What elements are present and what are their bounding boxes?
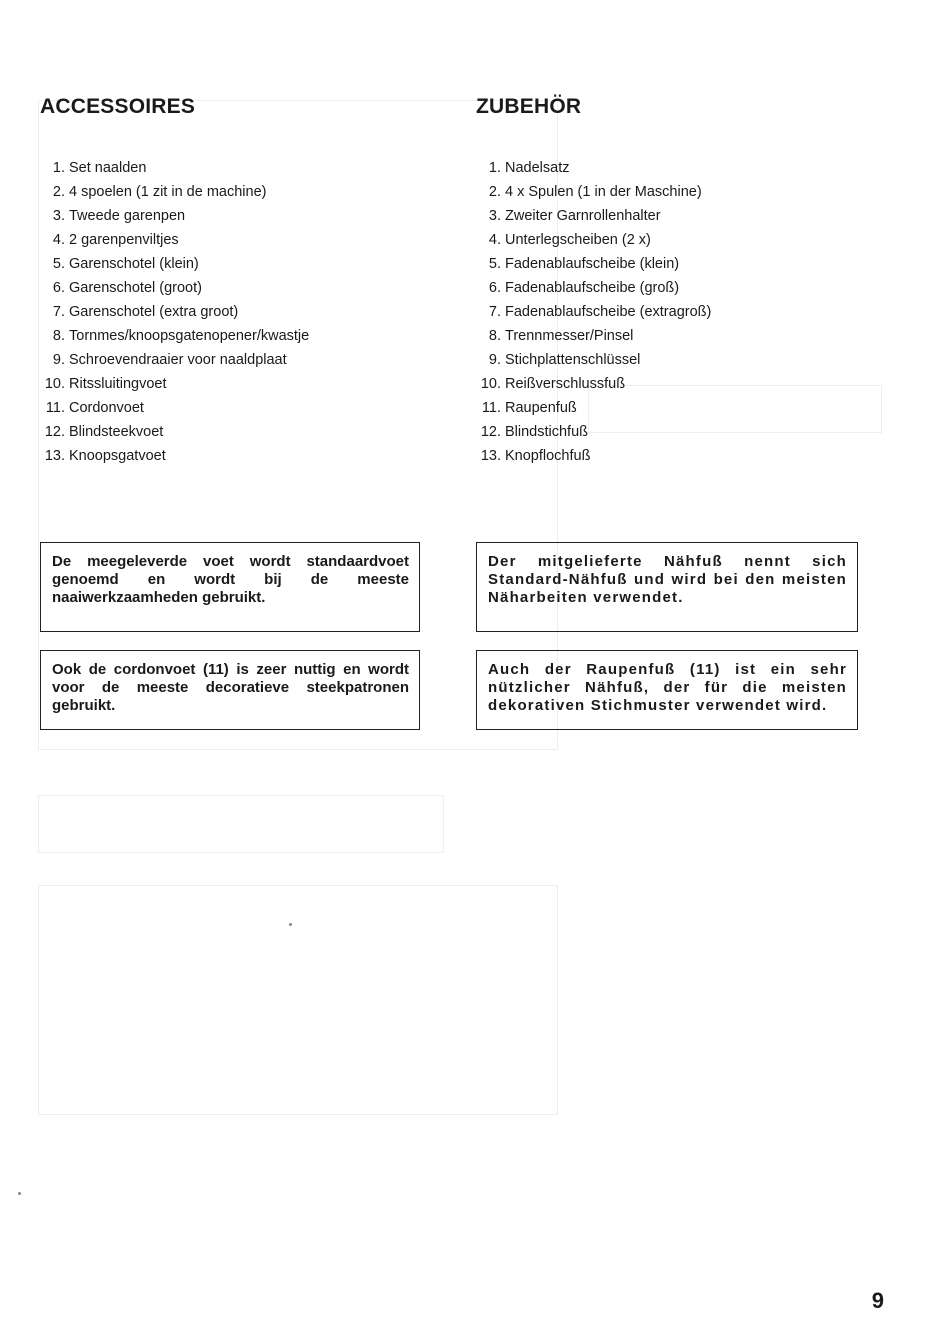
list-item-label: Fadenablaufscheibe (groß) xyxy=(505,280,680,296)
list-item xyxy=(476,276,711,300)
list-item-label: Raupenfuß xyxy=(505,400,577,416)
list-item-label: Reißverschlussfuß xyxy=(505,376,626,392)
list-item-label: Set naalden xyxy=(69,160,147,176)
list-item-number: 13. xyxy=(44,448,65,464)
list-item-label: Zweiter Garnrollenhalter xyxy=(505,208,661,224)
list-item xyxy=(476,396,711,420)
speck xyxy=(289,923,292,926)
list-item-number: 2. xyxy=(488,184,501,200)
show-through-frame xyxy=(38,795,444,853)
list-item-number: 7. xyxy=(52,304,65,320)
list-item-label: Ritssluitingvoet xyxy=(69,376,167,392)
list-item-number: 9. xyxy=(52,352,65,368)
list-item-number: 6. xyxy=(52,280,65,296)
note-cord-foot-de xyxy=(476,650,858,730)
show-through-frame xyxy=(38,885,558,1115)
list-item-number: 8. xyxy=(52,328,65,344)
list-item-number: 10. xyxy=(44,376,65,392)
list-item-number: 3. xyxy=(52,208,65,224)
list-item-label: Garenschotel (klein) xyxy=(69,256,199,272)
list-item-number: 8. xyxy=(488,328,501,344)
list-item xyxy=(476,252,711,276)
note-cord-foot-nl xyxy=(40,650,420,730)
list-item-label: Garenschotel (groot) xyxy=(69,280,202,296)
list-item-number: 9. xyxy=(488,352,501,368)
list-item xyxy=(476,228,711,252)
list-item-number: 5. xyxy=(488,256,501,272)
accessory-list-de xyxy=(476,156,711,468)
list-item xyxy=(476,180,711,204)
list-item xyxy=(476,348,711,372)
list-item-number: 11. xyxy=(45,400,65,416)
list-item-label: Garenschotel (extra groot) xyxy=(69,304,239,320)
list-item-label: Stichplattenschlüssel xyxy=(505,352,641,368)
list-item-number: 13. xyxy=(480,448,501,464)
list-item xyxy=(40,324,309,348)
list-item-number: 5. xyxy=(52,256,65,272)
list-item xyxy=(40,156,309,180)
list-item-number: 12. xyxy=(480,424,501,440)
speck xyxy=(18,1192,21,1195)
list-item-number: 12. xyxy=(44,424,65,440)
list-item-label: Fadenablaufscheibe (klein) xyxy=(505,256,680,272)
list-item xyxy=(476,444,711,468)
list-item xyxy=(476,420,711,444)
list-item-number: 2. xyxy=(52,184,65,200)
list-item xyxy=(476,204,711,228)
list-item xyxy=(40,252,309,276)
list-item-number: 11. xyxy=(481,400,501,416)
note-standard-foot-nl xyxy=(40,542,420,632)
list-item xyxy=(476,156,711,180)
list-item-number: 1. xyxy=(52,160,65,176)
list-item-label: Blindstichfuß xyxy=(505,424,589,440)
list-item-number: 10. xyxy=(480,376,501,392)
list-item-label: Tornmes/knoopsgatenopener/kwastje xyxy=(69,328,310,344)
note-text: Auch der Raupenfuß (11) ist ein sehr nützlicher Nähfuß, der für die meisten dekorativen Stichmuster verwendet wird. xyxy=(488,661,847,714)
list-item-number: 4. xyxy=(52,232,65,248)
note-text: De meegeleverde voet wordt standaardvoet genoemd en wordt bij de meeste naaiwerkzaamheden gebruikt. xyxy=(52,553,409,606)
list-item-label: Trennmesser/Pinsel xyxy=(505,328,634,344)
list-item xyxy=(40,228,309,252)
list-item-number: 7. xyxy=(488,304,501,320)
list-item xyxy=(40,348,309,372)
list-item-label: Unterlegscheiben (2 x) xyxy=(505,232,651,248)
list-item-number: 1. xyxy=(488,160,501,176)
list-item xyxy=(40,420,309,444)
section-heading-nl: ACCESSOIRES xyxy=(40,95,196,118)
list-item-label: 2 garenpenviltjes xyxy=(69,232,179,248)
list-item xyxy=(40,204,309,228)
list-item-label: Cordonvoet xyxy=(69,400,144,416)
list-item xyxy=(40,276,309,300)
note-standard-foot-de xyxy=(476,542,858,632)
list-item-number: 3. xyxy=(488,208,501,224)
list-item xyxy=(40,396,309,420)
list-item xyxy=(40,180,309,204)
note-text: Ook de cordonvoet (11) is zeer nuttig en wordt voor de meeste decoratieve steekpatronen gebruikt. xyxy=(52,661,409,714)
list-item xyxy=(476,324,711,348)
list-item-label: Schroevendraaier voor naaldplaat xyxy=(69,352,287,368)
list-item-label: Tweede garenpen xyxy=(69,208,186,224)
list-item-label: Nadelsatz xyxy=(505,160,570,176)
list-item-number: 6. xyxy=(488,280,501,296)
note-text: Der mitgelieferte Nähfuß nennt sich Standard-Nähfuß und wird bei den meisten Näharbeiten verwendet. xyxy=(488,553,847,606)
list-item-label: 4 spoelen (1 zit in de machine) xyxy=(69,184,267,200)
list-item-label: Blindsteekvoet xyxy=(69,424,164,440)
page-number: 9 xyxy=(871,1288,884,1313)
list-item xyxy=(40,300,309,324)
list-item-label: Knoopsgatvoet xyxy=(69,448,166,464)
list-item-label: 4 x Spulen (1 in der Maschine) xyxy=(505,184,702,200)
list-item xyxy=(40,372,309,396)
list-item xyxy=(40,444,309,468)
accessory-list-nl xyxy=(40,156,309,468)
list-item xyxy=(476,372,711,396)
list-item xyxy=(476,300,711,324)
section-heading-de: ZUBEHÖR xyxy=(476,95,582,118)
list-item-number: 4. xyxy=(488,232,501,248)
list-item-label: Fadenablaufscheibe (extragroß) xyxy=(505,304,712,320)
list-item-label: Knopflochfuß xyxy=(505,448,591,464)
